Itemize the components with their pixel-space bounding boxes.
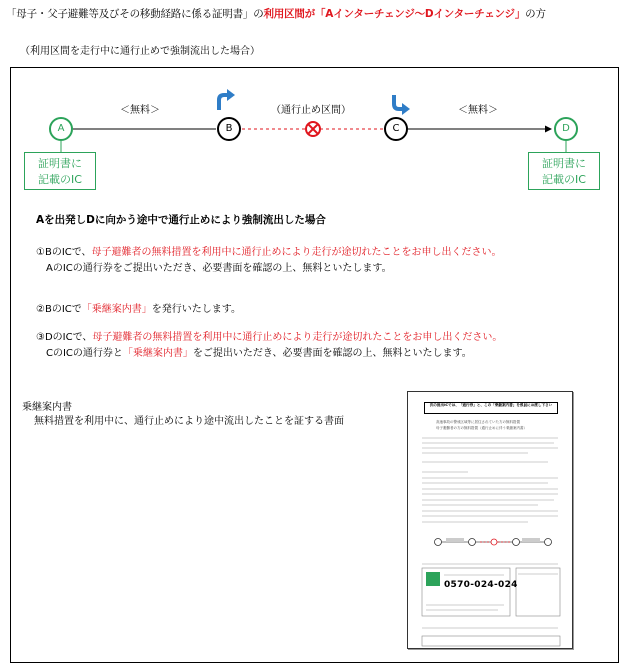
- step3-detail-a: CのICの通行券と: [46, 348, 123, 359]
- step2-prefix: ②BのICで: [36, 304, 82, 315]
- route-arrowhead: [545, 126, 552, 133]
- cert-right-line2: 記載のIC: [542, 173, 586, 186]
- step2-suffix: を発行いたします。: [151, 304, 241, 315]
- title-emphasis: 利用区間が「Aインターチェンジ〜Dインターチェンジ」: [263, 8, 526, 20]
- cert-left-line2: 記載のIC: [38, 173, 82, 186]
- transfer-guide-sample-image: [407, 391, 573, 649]
- doc-line-2: 母子避難者の方の無料措置（通行止めに伴う乗継案内書）: [436, 426, 527, 430]
- step1-emphasis: 母子避難者の無料措置を利用中に通行止めにより走行が途切れたことをお申し出ください。: [91, 247, 502, 258]
- cert-left-line1: 証明書に: [38, 157, 82, 170]
- no-entry-icon: [306, 122, 320, 136]
- title-suffix: の方: [525, 8, 546, 20]
- step3-detail-emphasis: 「乗継案内書」: [122, 348, 193, 359]
- step3-detail-b: をご提出いただき、必要書面を確認の上、無料といたします。: [192, 348, 472, 359]
- doc-heading: 次の流出ICでは、「通行券」と、この「乗継案内書」を係員にお渡し下さい: [429, 403, 553, 407]
- step3-prefix: ③DのICで、: [36, 332, 93, 343]
- node-d: D: [554, 117, 578, 141]
- page-subtitle: （利用区間を走行中に通行止めで強制流出した場合）: [20, 46, 260, 57]
- scenario-heading: Aを出発しDに向かう途中で通行止めにより強制流出した場合: [36, 214, 326, 226]
- step1-prefix: ①BのICで、: [36, 247, 92, 258]
- cert-box-right: [528, 152, 600, 190]
- step-3: [36, 328, 502, 343]
- note-title: 乗継案内書: [22, 402, 72, 413]
- note-description: 無料措置を利用中に、通行止めにより途中流出したことを証する書面: [34, 416, 344, 427]
- doc-line-1: 高速事故の警戒区域等に居住されていた方の無料措置: [436, 420, 520, 424]
- node-b: B: [217, 117, 241, 141]
- cert-right-line1: 証明書に: [542, 157, 586, 170]
- step3-emphasis: 母子避難者の無料措置を利用中に通行止めにより走行が途切れたことをお申し出ください。: [92, 332, 503, 343]
- free-label-left: ＜無料＞: [120, 105, 160, 116]
- step-1-detail: AのICの通行券をご提出いただき、必要書面を確認の上、無料といたします。: [46, 263, 392, 274]
- node-c: C: [384, 117, 408, 141]
- node-a: A: [49, 117, 73, 141]
- step-2: [36, 300, 241, 315]
- doc-phone: 0570-024-024: [444, 580, 518, 590]
- exit-arrow-icon: [219, 89, 235, 110]
- step2-emphasis: 「乗継案内書」: [81, 304, 152, 315]
- step-1: [36, 243, 502, 258]
- doc-filler-graphics: [408, 392, 574, 650]
- closed-section-label: （通行止め区間）: [271, 105, 351, 116]
- title-prefix: 「母子・父子避難等及びその移動経路に係る証明書」の: [6, 8, 264, 20]
- step-3-detail: [46, 344, 472, 359]
- entry-arrow-icon: [394, 95, 410, 115]
- free-label-right: ＜無料＞: [458, 105, 498, 116]
- cert-box-left: [24, 152, 96, 190]
